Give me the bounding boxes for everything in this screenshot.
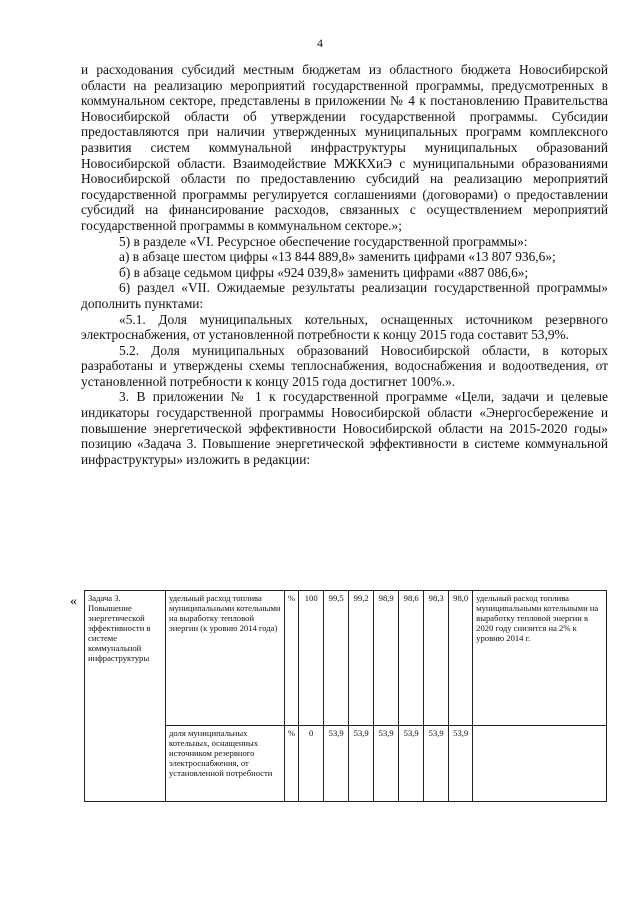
value-cell: 100 (299, 591, 324, 726)
paragraph: 5.2. Доля муниципальных образований Новосибирской области, в которых разработаны и утверждены схемы теплоснабжения, водоснабжения и водоотведения, от установленной потребности к концу 2015 года достигнет 100%.». (81, 342, 608, 389)
value-cell: 99,5 (324, 591, 349, 726)
page-number: 4 (317, 36, 323, 50)
value-cell: 53,9 (449, 726, 473, 802)
value-cell: 98,3 (424, 591, 449, 726)
goals-table (84, 590, 607, 802)
paragraph: 6) раздел «VII. Ожидаемые результаты реализации государственной программы» дополнить пунктами: (81, 280, 608, 311)
value-cell: 0 (299, 726, 324, 802)
opening-quote: « (70, 594, 77, 609)
task-cell: Задача 3. Повышение энергетической эффективности в системе коммунальной инфраструктуры (85, 591, 166, 802)
indicator-cell: доля муниципальных котельных, оснащенных источником резервного электроснабжения, от установленной потребности (166, 726, 285, 802)
value-cell: 98,6 (399, 591, 424, 726)
value-cell: 98,0 (449, 591, 473, 726)
value-cell: 99,2 (349, 591, 374, 726)
paragraph: 3. В приложении № 1 к государственной программе «Цели, задачи и целевые индикаторы государственной программы Новосибирской области «Энергосбережение и повышение энергетической эффективности Новосибирской области на 2015-2020 годы» позицию «Задача 3. Повышение энергетической эффективности в системе коммунальной инфраструктуры» изложить в редакции: (81, 389, 608, 467)
paragraph: б) в абзаце седьмом цифры «924 039,8» заменить цифрами «887 086,6»; (119, 264, 529, 280)
value-cell: 98,9 (374, 591, 399, 726)
paragraph: «5.1. Доля муниципальных котельных, оснащенных источником резервного электроснабжения, от установленной потребности к концу 2015 года составит 53,9%. (81, 311, 608, 343)
note-cell (473, 726, 607, 802)
unit-cell: % (285, 726, 299, 802)
value-cell: 53,9 (324, 726, 349, 802)
value-cell: 53,9 (374, 726, 399, 802)
indicator-cell: удельный расход топлива муниципальными котельными на выработку тепловой энергии (к уровню 2014 года) (166, 591, 285, 726)
note-cell: удельный расход топлива муниципальными котельными на выработку тепловой энергии в 2020 году снизится на 2% к уровню 2014 г. (473, 591, 607, 726)
value-cell: 53,9 (349, 726, 374, 802)
body-text (81, 62, 608, 467)
paragraph: а) в абзаце шестом цифры «13 844 889,8» заменить цифрами «13 807 936,6»; (119, 249, 556, 265)
paragraph: и расходования субсидий местным бюджетам из областного бюджета Новосибирской области на реализацию мероприятий государственной программы, предусмотренных в коммунальном секторе, представлены в приложении № 4 к постановлению Правительства Новосибирской области об утверждении государственной программы. Субсидии предоставляются при наличии утвержденных муниципальных программ комплексного развития систем коммунальной инфраструктуры муниципальных образований Новосибирской области. Взаимодействие МЖКХиЭ с муниципальными образованиями Новосибирской области по предоставлению субсидий на реализацию мероприятий государственной программы регулируется соглашениями (договорами) о предоставлении субсидий на финансирование расходов, связанных с осуществлением мероприятий государственной программы в коммунальном секторе.»; (81, 62, 608, 233)
unit-cell: % (285, 591, 299, 726)
paragraph: 5) в разделе «VI. Ресурсное обеспечение государственной программы»: (119, 233, 528, 249)
table-row (85, 591, 607, 726)
value-cell: 53,9 (424, 726, 449, 802)
value-cell: 53,9 (399, 726, 424, 802)
